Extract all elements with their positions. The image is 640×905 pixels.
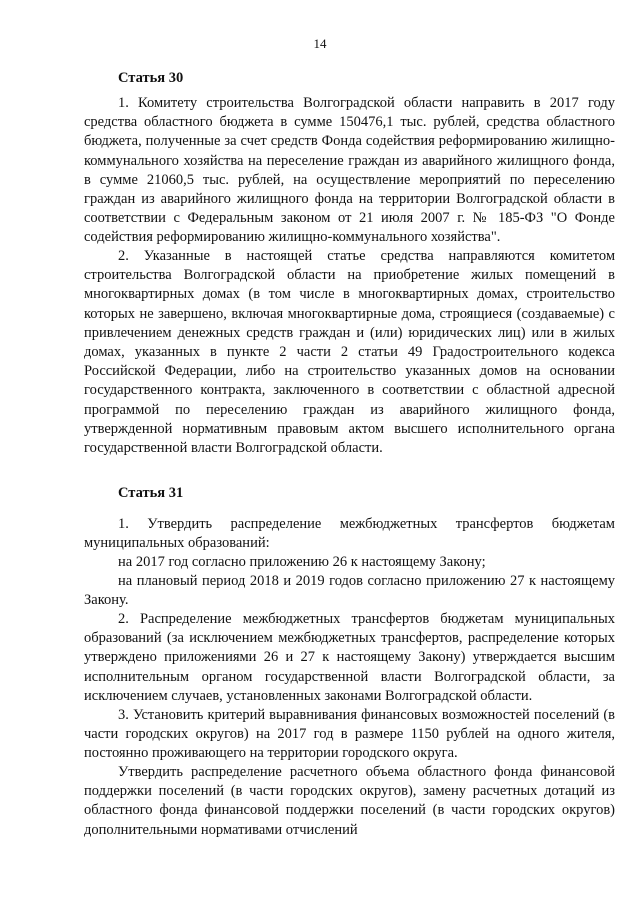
article-31-title: Статья 31	[118, 485, 184, 501]
article-31-list-item-2018-2019: на плановый период 2018 и 2019 годов согласно приложению 27 к настоящему Закону.	[84, 573, 615, 609]
article-30-paragraph-1: 1. Комитету строительства Волгоградской области направить в 2017 году средства областного бюджета в сумме 150476,1 тыс. рублей, средства областного бюджета, полученные за счет средств Фонда содействия реформированию жилищно-коммунального хозяйства на переселение граждан из аварийного жилищного фонда, в сумме 21060,5 тыс. рублей, на осуществление мероприятий по переселению граждан из аварийного жилищного фонда на территории Волгоградской области в соответствии с Федеральным законом от 21 июля 2007 г. № 185-ФЗ "О Фонде содействия реформированию жилищно-коммунального хозяйства".	[84, 95, 615, 246]
article-30-paragraph-2: 2. Указанные в настоящей статье средства направляются комитетом строительства Волгоградской области на приобретение жилых помещений в многоквартирных домах (в том числе в многоквартирных домах, строительство которых не завершено, включая многоквартирные дома, строящиеся (создаваемые) с привлечением денежных средств граждан и (или) юридических лиц) или в жилых домах, указанных в пункте 2 части 2 статьи 49 Градостроительного кодекса Российской Федерации, либо на строительство указанных домов на основании государственного контракта, заключенного в соответствии с областной адресной программой по переселению граждан из аварийного жилищного фонда, утвержденной нормативным правовым актом высшего исполнительного органа государственной власти Волгоградской области.	[84, 248, 615, 457]
article-31-paragraph-2: 2. Распределение межбюджетных трансфертов бюджетам муниципальных образований (за исключением межбюджетных трансфертов, распределение которых утверждено приложениями 26 и 27 к настоящему Закону) утверждается высшим исполнительным органом государственной власти Волгоградской области, за исключением случаев, установленных законами Волгоградской области.	[84, 611, 615, 704]
article-31-paragraph-1: 1. Утвердить распределение межбюджетных трансфертов бюджетам муниципальных образований:	[84, 516, 615, 552]
article-30-title: Статья 30	[118, 70, 184, 86]
article-31-list-item-2017: на 2017 год согласно приложению 26 к настоящему Закону;	[118, 554, 486, 570]
page-number: 14	[313, 36, 327, 51]
article-31-paragraph-3-continuation: Утвердить распределение расчетного объема областного фонда финансовой поддержки поселений (в части городских округов), замену расчетных дотаций из областного фонда финансовой поддержки поселений (в части городских округов) дополнительными нормативами отчислений	[84, 764, 615, 838]
article-31-paragraph-3: 3. Установить критерий выравнивания финансовых возможностей поселений (в части городских округов) на 2017 год в размере 1150 рублей на одного жителя, постоянно проживающего на территории городского округа.	[84, 707, 615, 762]
